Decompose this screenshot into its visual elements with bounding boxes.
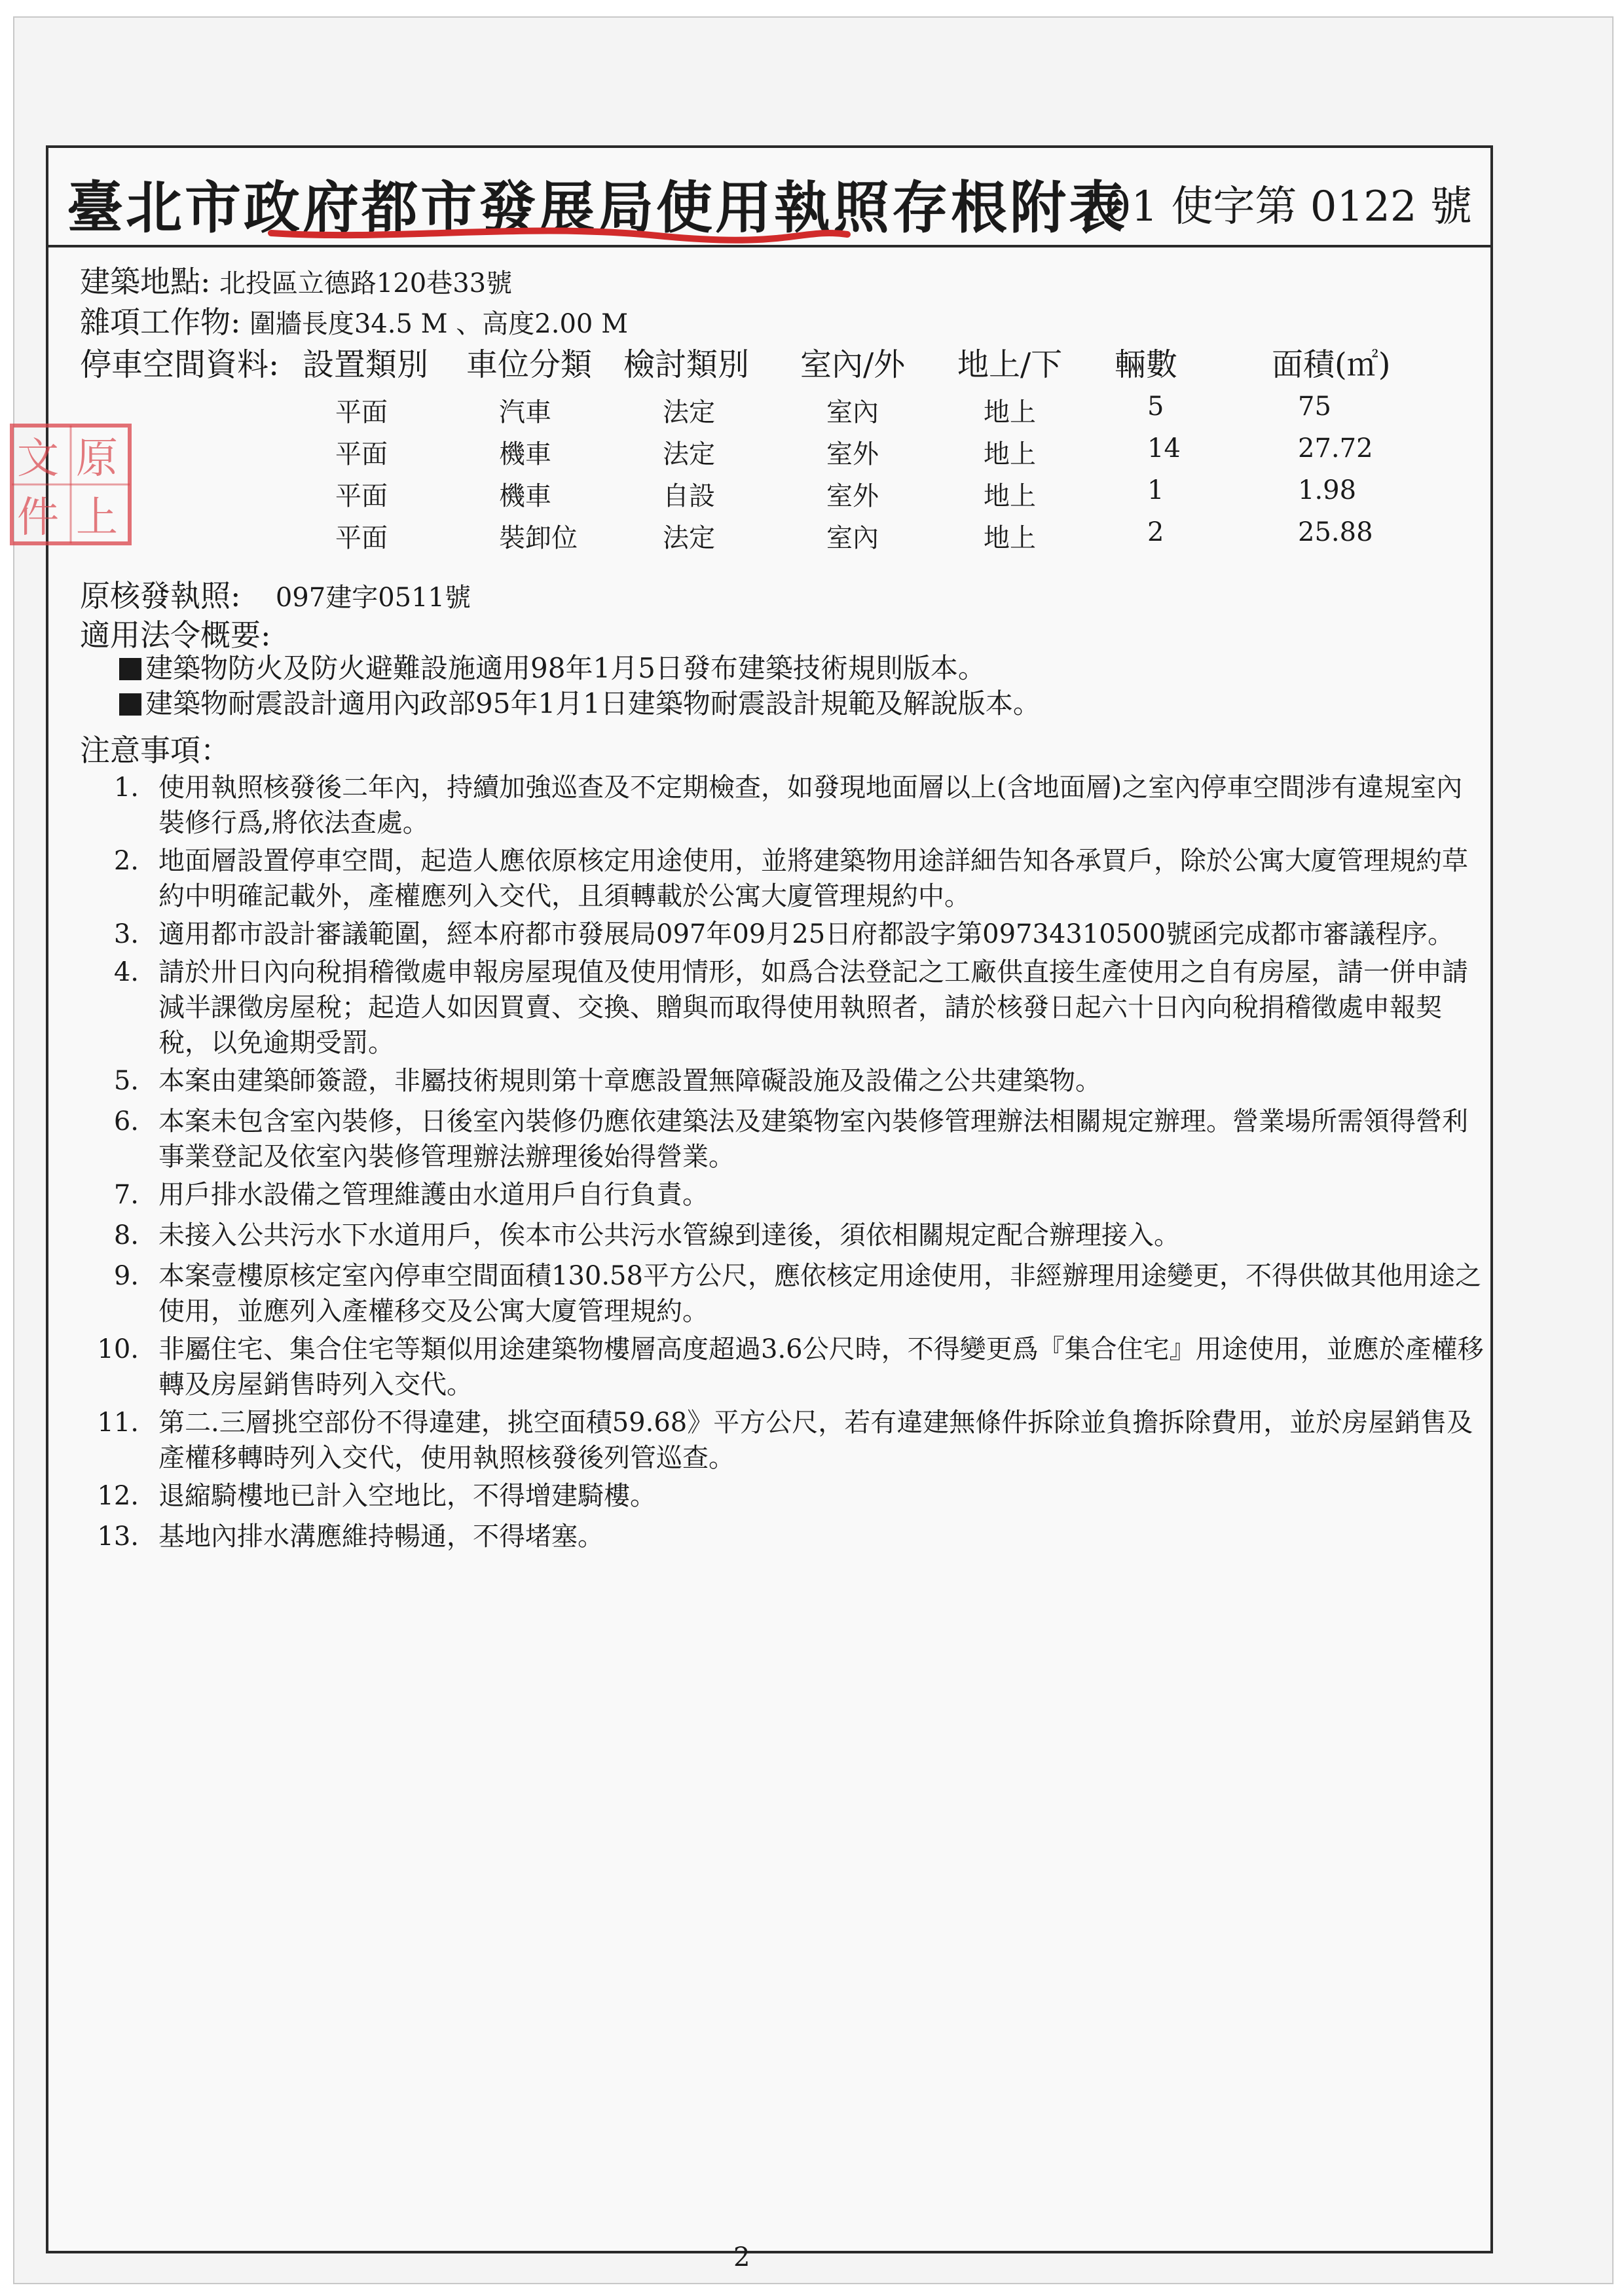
- regulation-item: 建築物防火及防火避難設施適用98年1月5日發布建築技術規則版本。: [119, 647, 986, 686]
- address-value: 北投區立德路120巷33號: [219, 268, 513, 299]
- page-number: 2: [733, 2242, 750, 2272]
- table-cell: 14: [1147, 433, 1181, 464]
- note-item: 12. 退縮騎樓地已計入空地比，不得增建騎樓。: [97, 1481, 656, 1511]
- misc-works-line: [80, 299, 628, 342]
- parking-header-review: 檢討類別: [623, 346, 750, 383]
- note-item: 4. 請於卅日內向稅捐稽徵處申報房屋現值及使用情形，如爲合法登記之工廠供直接生產使用之自有房屋，請一併申請減半課徵房屋稅；起造人如因買賣、交換、贈與而取得使用執照者，請於核發日起六十日內向稅捐稽徵處申報契稅，以免逾期受罰。: [113, 957, 1468, 1058]
- regulation-item: 建築物耐震設計適用內政部95年1月1日建築物耐震設計規範及解說版本。: [119, 682, 1041, 721]
- misc-works-label: 雜項工作物:: [80, 304, 241, 340]
- note-item: 10. 非屬住宅、集合住宅等類似用途建築物樓層高度超過3.6公尺時，不得變更爲『集合住宅』用途使用，並應於產權移轉及房屋銷售時列入交代。: [97, 1334, 1484, 1400]
- parking-header-indoor: 室內/外: [800, 346, 906, 383]
- original-permit-value: 097建字0511號: [275, 583, 471, 613]
- document-frame: [46, 145, 1493, 2253]
- note-item: 11. 第二.三層挑空部份不得違建，挑空面積59.68》平方公尺，若有違建無條件拆除並負擔拆除費用，並於房屋銷售及產權移轉時列入交代，使用執照核發後列管巡查。: [97, 1408, 1473, 1473]
- svg-text:原: 原: [76, 435, 118, 483]
- table-cell: 地上: [984, 397, 1036, 428]
- address-line: [80, 258, 512, 301]
- svg-text:件: 件: [17, 494, 59, 542]
- table-cell: 平面: [335, 397, 388, 428]
- parking-header-type: 設置類別: [303, 346, 429, 383]
- note-item: 3. 適用都市設計審議範圍，經本府都市發展局097年09月25日府都設字第09734310500號函完成都市審議程序。: [113, 919, 1454, 949]
- table-cell: 1: [1147, 475, 1164, 505]
- table-cell: 裝卸位: [499, 523, 578, 553]
- original-permit-line: [80, 572, 471, 615]
- note-item: 6. 本案未包含室內裝修，日後室內裝修仍應依建築法及建築物室內裝修管理辦法相關規定辦理。營業場所需領得營利事業登記及依室內裝修管理辦法辦理後始得營業。: [113, 1106, 1468, 1172]
- parking-header-count: 輛數: [1115, 346, 1178, 383]
- table-cell: 室外: [826, 439, 879, 469]
- note-item: 2. 地面層設置停車空間，起造人應依原核定用途使用，並將建築物用途詳細告知各承買戶，除於公寓大廈管理規約草約中明確記載外，產權應列入交代，且須轉載於公寓大廈管理規約中。: [113, 846, 1468, 911]
- table-cell: 法定: [663, 439, 715, 469]
- note-item: 8. 未接入公共污水下水道用戶，俟本市公共污水管線到達後，須依相關規定配合辦理接入。: [113, 1220, 1180, 1250]
- svg-text:上: 上: [76, 494, 118, 542]
- table-cell: 機車: [499, 481, 551, 511]
- table-cell: 地上: [984, 523, 1036, 553]
- original-permit-label: 原核發執照:: [80, 578, 241, 613]
- table-cell: 法定: [663, 397, 715, 428]
- table-cell: 75: [1298, 392, 1331, 422]
- table-cell: 5: [1147, 392, 1164, 422]
- table-cell: 2: [1147, 517, 1164, 547]
- note-item: 9. 本案壹樓原核定室內停車空間面積130.58平方公尺，應依核定用途使用，非經辦理用途變更，不得供做其他用途之使用，並應列入產權移交及公寓大廈管理規約。: [113, 1261, 1481, 1326]
- bullet-square-icon: [119, 693, 141, 716]
- table-cell: 自設: [663, 481, 715, 511]
- regulations-label: 適用法令概要:: [80, 617, 271, 653]
- parking-header-area: 面積(㎡): [1272, 346, 1391, 383]
- misc-works-value: 圍牆長度34.5 M 、高度2.00 M: [249, 309, 629, 339]
- note-item: 5. 本案由建築師簽證，非屬技術規則第十章應設置無障礙設施及設備之公共建築物。: [113, 1066, 1101, 1096]
- svg-text:文: 文: [17, 435, 59, 483]
- seal-stamp: [5, 419, 136, 550]
- table-cell: 25.88: [1298, 517, 1373, 547]
- red-underline-mark: [265, 219, 854, 245]
- note-item: 13. 基地內排水溝應維持暢通，不得堵塞。: [97, 1522, 604, 1552]
- table-cell: 1.98: [1298, 475, 1357, 505]
- table-cell: 平面: [335, 481, 388, 511]
- note-item: 7. 用戶排水設備之管理維護由水道用戶自行負責。: [113, 1180, 709, 1210]
- bullet-square-icon: [119, 658, 141, 680]
- table-cell: 汽車: [499, 397, 551, 428]
- parking-header-level: 地上/下: [957, 346, 1063, 383]
- table-cell: 27.72: [1298, 433, 1373, 464]
- table-cell: 室內: [826, 523, 879, 553]
- note-item: 1. 使用執照核發後二年內，持續加強巡查及不定期檢查，如發現地面層以上(含地面層)之室內停車空間涉有違規室內裝修行爲,將依法查處。: [113, 773, 1463, 838]
- parking-label: 停車空間資料:: [80, 346, 280, 383]
- table-cell: 平面: [335, 439, 388, 469]
- table-cell: 機車: [499, 439, 551, 469]
- table-cell: 平面: [335, 523, 388, 553]
- title-row: [48, 148, 1490, 247]
- document-number: 101 使字第 0122 號: [1077, 183, 1472, 231]
- table-cell: 地上: [984, 481, 1036, 511]
- table-cell: 室內: [826, 397, 879, 428]
- table-cell: 地上: [984, 439, 1036, 469]
- notes-label: 注意事項：: [80, 733, 231, 768]
- parking-header-category: 車位分類: [466, 346, 593, 383]
- table-cell: 室外: [826, 481, 879, 511]
- address-label: 建築地點:: [80, 264, 211, 299]
- document-title: 臺北市政府都市發展局使用執照存根附表: [67, 175, 1128, 241]
- table-cell: 法定: [663, 523, 715, 553]
